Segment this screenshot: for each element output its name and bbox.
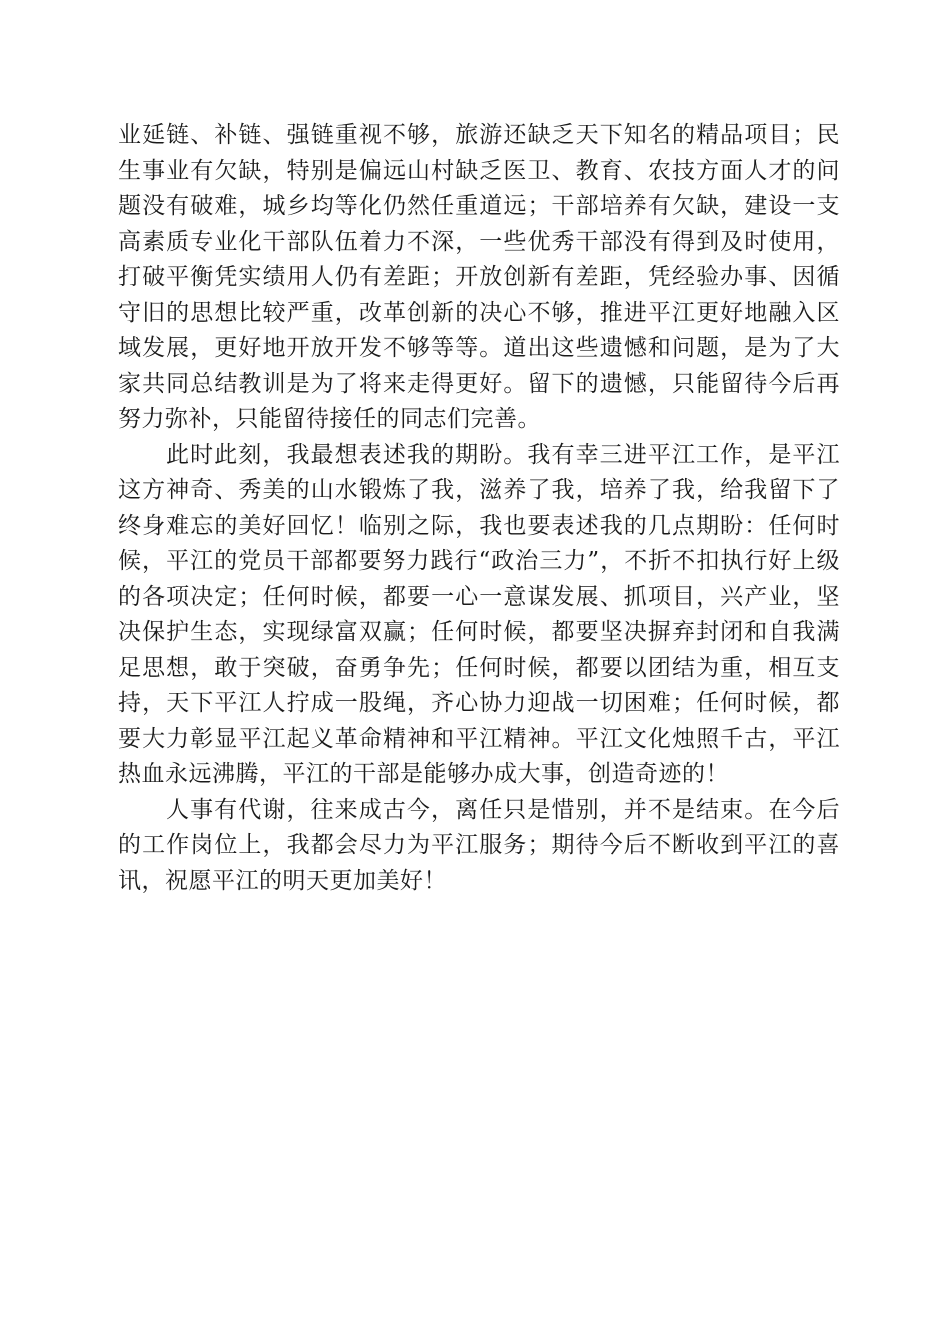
paragraph-2: 此时此刻，我最想表述我的期盼。我有幸三进平江工作，是平江这方神奇、秀美的山水锻炼了我，滋养了我，培养了我，给我留下了终身难忘的美好回忆！临别之际，我也要表述我的几点期盼：任何时候，平江的党员干部都要努力践行“政治三力”，不折不扣执行好上级的各项决定；任何时候，都要一心一意谋发展、抓项目，兴产业，坚决保护生态，实现绿富双赢；任何时候，都要坚决摒弃封闭和自我满足思想，敢于突破，奋勇争先；任何时候，都要以团结为重，相互支持，天下平江人拧成一股绳，齐心协力迎战一切困难；任何时候，都要大力彰显平江起义革命精神和平江精神。平江文化烛照千古，平江热血永远沸腾，平江的干部是能够办成大事，创造奇迹的！ <box>118 441 840 787</box>
body-text <box>118 118 840 899</box>
paragraph-1: 业延链、补链、强链重视不够，旅游还缺乏天下知名的精品项目；民生事业有欠缺，特别是偏远山村缺乏医卫、教育、农技方面人才的问题没有破难，城乡均等化仍然任重道远；干部培养有欠缺，建设一支高素质专业化干部队伍着力不深，一些优秀干部没有得到及时使用，打破平衡凭实绩用人仍有差距；开放创新有差距，凭经验办事、因循守旧的思想比较严重，改革创新的决心不够，推进平江更好地融入区域发展，更好地开放开发不够等等。道出这些遗憾和问题，是为了大家共同总结教训是为了将来走得更好。留下的遗憾，只能留待今后再努力弥补，只能留待接任的同志们完善。 <box>118 122 840 432</box>
paragraph-3: 人事有代谢，往来成古今，离任只是惜别，并不是结束。在今后的工作岗位上，我都会尽力为平江服务；期待今后不断收到平江的喜讯，祝愿平江的明天更加美好！ <box>118 796 840 894</box>
